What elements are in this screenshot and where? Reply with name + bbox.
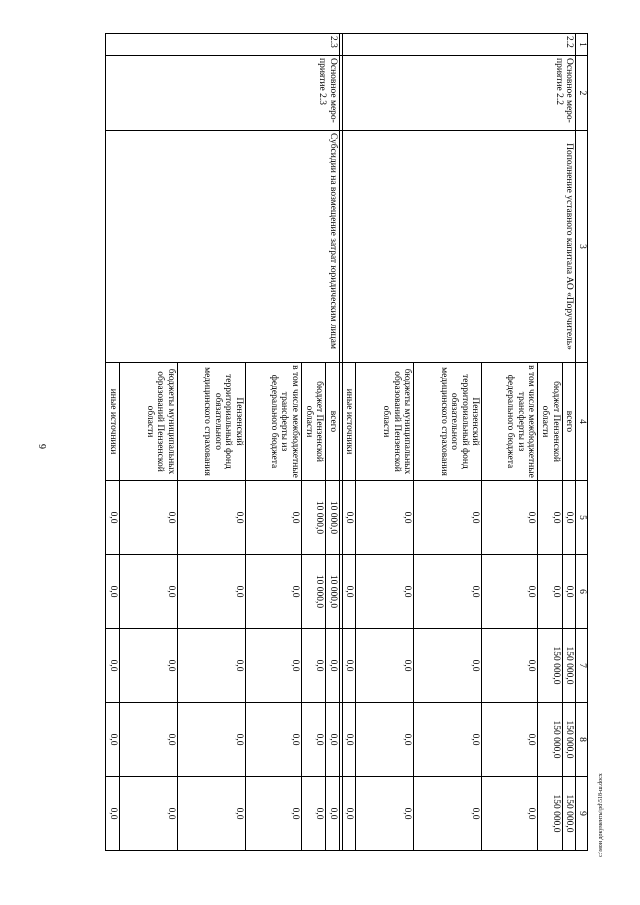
value-cell: 0,0 xyxy=(342,481,356,555)
source-label: бюджеты муниципальных образований Пензенской области xyxy=(120,363,178,481)
value-cell: 0,0 xyxy=(106,777,120,851)
value-cell: 10 000,0 xyxy=(302,555,326,629)
value-cell: 0,0 xyxy=(356,555,414,629)
budget-table xyxy=(105,33,588,851)
value-cell: 0,0 xyxy=(342,629,356,703)
value-cell: 0,0 xyxy=(178,481,246,555)
activity-name: Основное меро-приятие 2.2 xyxy=(342,56,576,131)
value-cell: 0,0 xyxy=(482,629,538,703)
value-cell: 150 000,0 xyxy=(538,777,562,851)
activity-title: Пополнение уставного капитала АО «Поручитель» xyxy=(342,131,576,363)
value-cell: 0,0 xyxy=(326,629,340,703)
table-row xyxy=(562,34,576,851)
value-cell: 0,0 xyxy=(482,777,538,851)
value-cell: 10 000,0 xyxy=(326,481,340,555)
value-cell: 0,0 xyxy=(326,703,340,777)
header-col-4: 4 xyxy=(576,363,588,481)
value-cell: 0,0 xyxy=(246,777,302,851)
source-label: бюджет Пензенской области xyxy=(302,363,326,481)
value-cell: 0,0 xyxy=(106,555,120,629)
table-row xyxy=(326,34,340,851)
value-cell: 10 000,0 xyxy=(302,481,326,555)
value-cell: 0,0 xyxy=(302,703,326,777)
value-cell: 0,0 xyxy=(178,703,246,777)
header-col-9: 9 xyxy=(576,777,588,851)
value-cell: 0,0 xyxy=(342,555,356,629)
value-cell: 0,0 xyxy=(414,703,482,777)
value-cell: 150 000,0 xyxy=(538,703,562,777)
header-col-5: 5 xyxy=(576,481,588,555)
value-cell: 0,0 xyxy=(414,481,482,555)
source-label: бюджет Пензенской области xyxy=(538,363,562,481)
value-cell: 0,0 xyxy=(120,481,178,555)
value-cell: 150 000,0 xyxy=(562,629,576,703)
value-cell: 0,0 xyxy=(302,629,326,703)
value-cell: 0,0 xyxy=(414,777,482,851)
value-cell: 0,0 xyxy=(120,777,178,851)
header-col-7: 7 xyxy=(576,629,588,703)
value-cell: 10 000,0 xyxy=(326,555,340,629)
source-label: Пензенский территориальный фонд обязательного медицинского страхования xyxy=(178,363,246,481)
value-cell: 0,0 xyxy=(120,555,178,629)
source-label: бюджеты муниципальных образований Пензенской области xyxy=(356,363,414,481)
value-cell: 0,0 xyxy=(414,629,482,703)
value-cell: 0,0 xyxy=(356,777,414,851)
value-cell: 0,0 xyxy=(106,629,120,703)
activity-title: Субсидии на возмещение затрат юридическим лицам xyxy=(106,131,340,363)
value-cell: 0,0 xyxy=(414,555,482,629)
source-label: иные источники xyxy=(342,363,356,481)
page-number: 6 xyxy=(38,444,49,449)
source-label: всего xyxy=(562,363,576,481)
source-label: в том числе межбюджетные трансферты из федерального бюджета xyxy=(246,363,302,481)
value-cell: 150 000,0 xyxy=(562,703,576,777)
value-cell: 0,0 xyxy=(106,481,120,555)
source-label: иные источники xyxy=(106,363,120,481)
value-cell: 150 000,0 xyxy=(562,777,576,851)
footer-file-path: c:\мои документы\pd\518-ш.docx xyxy=(598,773,604,857)
value-cell: 0,0 xyxy=(356,629,414,703)
value-cell: 0,0 xyxy=(120,703,178,777)
value-cell: 0,0 xyxy=(482,703,538,777)
header-col-1: 1 xyxy=(576,34,588,56)
header-col-2: 2 xyxy=(576,56,588,131)
value-cell: 0,0 xyxy=(246,481,302,555)
value-cell: 0,0 xyxy=(356,481,414,555)
value-cell: 0,0 xyxy=(246,703,302,777)
source-label: всего xyxy=(326,363,340,481)
value-cell: 0,0 xyxy=(562,555,576,629)
value-cell: 0,0 xyxy=(106,703,120,777)
section-number: 2.2 xyxy=(342,34,576,56)
rotated-page xyxy=(64,33,588,850)
value-cell: 0,0 xyxy=(178,629,246,703)
activity-name: Основное меро-приятие 2.3 xyxy=(106,56,340,131)
value-cell: 0,0 xyxy=(178,777,246,851)
value-cell: 0,0 xyxy=(356,703,414,777)
header-col-6: 6 xyxy=(576,555,588,629)
section-separator xyxy=(339,34,342,851)
value-cell: 0,0 xyxy=(246,629,302,703)
value-cell: 0,0 xyxy=(342,703,356,777)
value-cell: 0,0 xyxy=(302,777,326,851)
source-label: Пензенский территориальный фонд обязательного медицинского страхования xyxy=(414,363,482,481)
header-col-8: 8 xyxy=(576,703,588,777)
source-label: в том числе межбюджетные трансферты из федерального бюджета xyxy=(482,363,538,481)
value-cell: 0,0 xyxy=(482,555,538,629)
value-cell: 150 000,0 xyxy=(538,629,562,703)
value-cell: 0,0 xyxy=(538,481,562,555)
header-col-3: 3 xyxy=(576,131,588,363)
header-row xyxy=(576,34,588,851)
value-cell: 0,0 xyxy=(538,555,562,629)
value-cell: 0,0 xyxy=(246,555,302,629)
value-cell: 0,0 xyxy=(482,481,538,555)
value-cell: 0,0 xyxy=(120,629,178,703)
value-cell: 0,0 xyxy=(178,555,246,629)
section-number: 2.3 xyxy=(106,34,340,56)
value-cell: 0,0 xyxy=(342,777,356,851)
value-cell: 0,0 xyxy=(562,481,576,555)
value-cell: 0,0 xyxy=(326,777,340,851)
